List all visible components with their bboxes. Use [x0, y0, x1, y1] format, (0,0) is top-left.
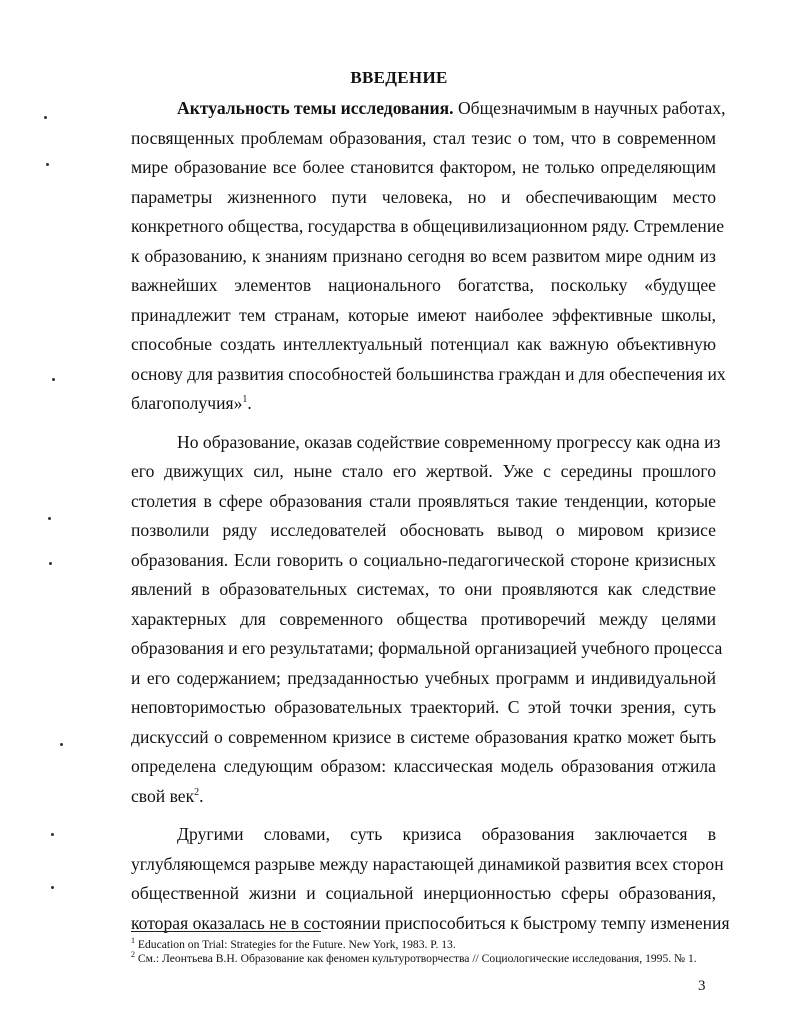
footnote-ref-1[interactable]: 1: [242, 394, 248, 406]
paragraph-1-line: параметры жизненного пути человека, но и обеспечивающим место: [131, 186, 716, 207]
paragraph-2-line: и его содержанием; предзаданностью учебных программ и индивидуальной: [131, 667, 716, 688]
paragraph-3-line: которая оказалась не в состоянии приспособиться к быстрому темпу изменения: [131, 912, 730, 933]
scan-speck: [51, 833, 54, 836]
paragraph-1-line: к образованию, к знаниям признано сегодня во всем развитом мире одним из: [131, 245, 716, 266]
paragraph-3-line: углубляющемся разрыве между нарастающей динамикой развития всех сторон: [131, 853, 724, 874]
footnote-separator: [131, 931, 321, 932]
paragraph-1-line: Актуальность темы исследования. Общезначимым в научных работах,: [177, 98, 726, 118]
body-text: [131, 94, 730, 938]
scan-speck: [46, 163, 49, 166]
scan-speck: [60, 743, 63, 746]
paragraph-1-line: мире образование все более становится фактором, не только определяющим: [131, 157, 716, 177]
paragraph-1-line: способные создать интеллектуальный потенциал как важную объективную: [131, 334, 716, 354]
paragraph-1-line: основу для развития способностей большинства граждан и для обеспечения их: [131, 363, 726, 384]
paragraph-2-line: его движущих сил, ныне стало его жертвой. Уже с середины прошлого: [131, 461, 716, 481]
paragraph-2-line: Но образование, оказав содействие современному прогрессу как одна из: [177, 431, 721, 452]
paragraph-2-line: определена следующим образом: классическая модель образования отжила: [131, 756, 716, 776]
scan-speck: [52, 378, 55, 381]
paragraph-2-line: позволили ряду исследователей обосновать вывод о мировом кризисе: [131, 520, 716, 540]
page-title: ВВЕДЕНИЕ: [350, 68, 448, 87]
paragraph-2-line: столетия в сфере образования стали проявляться такие тенденции, которые: [131, 490, 716, 511]
paragraph-1-line: конкретного общества, государства в общецивилизационном ряду. Стремление: [131, 216, 725, 236]
page-number: 3: [698, 978, 706, 994]
paragraph-2-line: образования и его результатами; формальной организацией учебного процесса: [131, 638, 723, 658]
paragraph-2-line: образования. Если говорить о социально-педагогической стороне кризисных: [131, 549, 716, 570]
footnote-ref-2[interactable]: 2: [194, 786, 200, 798]
scan-speck: [44, 116, 47, 119]
lead-phrase: Актуальность темы исследования.: [177, 98, 454, 118]
paragraph-1-line: принадлежит тем странам, которые имеют наиболее эффективные школы,: [131, 304, 716, 325]
scan-speck: [49, 562, 52, 565]
paragraph-1-line: важнейших элементов национального богатства, поскольку «будущее: [131, 275, 716, 295]
footnote-2: $^2$ См.: Леонтьева В.Н. Образование как феномен культуротворчества // Социологические исследования, 1995. № 1.: [131, 950, 697, 965]
paragraph-2-line: характерных для современного общества противоречий между целями: [131, 608, 716, 629]
footnote-1: $^1$ Education on Trial: Strategies for the Future. New York, 1983. P. 13.: [131, 936, 456, 951]
paragraph-1-line: посвященных проблемам образования, стал тезис о том, что в современном: [131, 127, 716, 148]
scan-speck: [51, 886, 54, 889]
paragraph-3-line: Другими словами, суть кризиса образования заключается в: [177, 824, 716, 844]
paragraph-1-line: благополучия»$^1$.: [131, 393, 252, 413]
paragraph-2-line: явлений в образовательных системах, то они проявляются как следствие: [131, 579, 716, 599]
paragraph-2-line: свой век$^2$.: [131, 785, 204, 806]
paragraph-2-line: неповторимостью образовательных траекторий. С этой точки зрения, суть: [131, 697, 716, 717]
scan-speck: [48, 517, 51, 520]
paragraph-2-line: дискуссий о современном кризисе в системе образования кратко может быть: [131, 726, 716, 747]
paragraph-3-line: общественной жизни и социальной инерционностью сферы образования,: [131, 883, 716, 903]
